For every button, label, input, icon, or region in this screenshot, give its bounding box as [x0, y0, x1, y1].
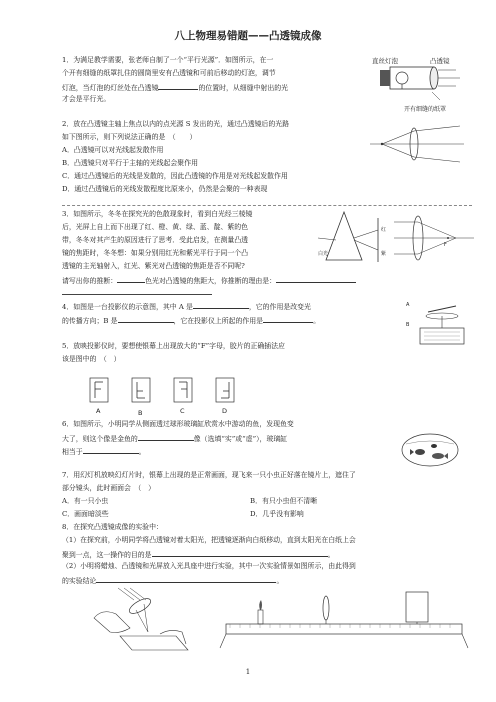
- q3-label-white: 白光: [318, 251, 329, 257]
- q7-option-d[interactable]: D．几乎没有影响: [250, 510, 304, 518]
- q2-option-d[interactable]: D．通过凸透镜后的光线发散程度比原来小，仍然是会聚的一种表现: [62, 185, 268, 193]
- q1-line-3: 灯泡，当灯泡的灯丝处在凸透镜 的位置时，从细缝中射出的光: [62, 80, 288, 94]
- q4-blank-role[interactable]: [263, 313, 313, 323]
- q6-blank-image[interactable]: [138, 431, 194, 441]
- q2-line-2: 如下图所示，则下列说法正确的是 （ ）: [62, 133, 197, 141]
- q7-option-c[interactable]: C．画面暗淡些: [62, 510, 109, 518]
- q2-line-1: 2．放在凸透镜主轴上焦点以内的点光源 S 发出的光，通过凸透镜后的光路: [62, 120, 290, 128]
- q5-film-a: [90, 378, 108, 402]
- q7-option-a[interactable]: A．有一只小虫: [62, 497, 109, 505]
- q4-label-a: A: [406, 302, 410, 308]
- q5-film-c: [174, 378, 192, 402]
- q7-option-b[interactable]: B．有只小虫但不清晰: [250, 497, 318, 505]
- q2-option-a[interactable]: A．凸透镜可以对光线起发散作用: [62, 146, 164, 154]
- q8-line-3: 聚到一点，这一操作的目的是 。: [62, 547, 334, 561]
- q5-option-a[interactable]: A: [96, 407, 101, 415]
- q5-film-d: [216, 378, 234, 402]
- q8-line-2: （1）在探究前，小明同学将凸透镜对着太阳光，把透镜逐渐向白纸移动，直到太阳光在白纸上会: [62, 536, 356, 544]
- q3-line-6: 请写出你的推断： 色光对凸透镜的焦距大，你推断的理由是：: [62, 273, 356, 287]
- section-divider: [62, 205, 472, 206]
- q4-projector-figure: [414, 298, 470, 348]
- q3-answer-line: [62, 294, 212, 295]
- q3-line-1: 3．如图所示，冬冬在探究光的色散现象时，看到白光经三棱镜: [62, 210, 253, 218]
- page-number: 1: [245, 668, 251, 676]
- q5-option-c[interactable]: C: [180, 407, 185, 415]
- q8-blank-purpose[interactable]: [152, 547, 328, 557]
- q8-line-5: 的实验结论 。: [62, 573, 283, 587]
- q8-line-4: （2）小明将蜡烛、凸透镜和光屏放入光具座中进行实验，其中一次实验情景如图所示，由此得到: [62, 562, 356, 570]
- q3-prism-figure: [318, 208, 476, 268]
- q1-line-1: 1．为满足教学需要，张老师自制了一个“平行光源”．如图所示，在一: [62, 56, 274, 64]
- q8-line-1: 8．在探究凸透镜成像的实验中：: [62, 523, 163, 531]
- q5-film-b: [132, 378, 150, 402]
- q5-option-b[interactable]: B: [138, 409, 143, 417]
- q1-label-lens: 凸透镜: [430, 57, 450, 65]
- q3-label-red: 红: [381, 227, 387, 233]
- q4-blank-b[interactable]: [118, 313, 174, 323]
- q3-line-3: 带，冬冬对其产生的原因进行了思考．受此启发，在测量凸透: [62, 236, 249, 244]
- q6-line-2: 大了，则这个像是金鱼的 像（选填“实”或“虚”），玻璃缸: [62, 431, 287, 445]
- q5-line-2: 该是图中的 （ ）: [62, 355, 121, 363]
- q6-blank-lens[interactable]: [83, 444, 139, 454]
- q8-blank-conclusion[interactable]: [96, 573, 276, 583]
- q1-line-2: 个开有细缝的纸罩扎住的圆筒里安有凸透镜和可前后移动的灯泡，调节: [62, 69, 276, 77]
- q2-option-c[interactable]: C．通过凸透镜后的光线是发散的，因此凸透镜的作用是对光线起发散作用: [62, 172, 288, 180]
- q8-sunlight-lens-drawing: [94, 588, 188, 650]
- q3-line-5: 透镜的主光轴射入，红光、紫光对凸透镜的焦距是否不同呢?: [62, 262, 245, 270]
- q3-label-purple: 紫: [381, 251, 387, 257]
- q5-line-1: 5．放映投影仪时，要想使银幕上出现放大的“F”字母，胶片的正确插法应: [62, 342, 285, 350]
- q2-lens-figure: [368, 126, 468, 162]
- q3-label-f: F: [444, 242, 447, 248]
- q1-label-lamp: 直丝灯泡: [372, 57, 398, 65]
- q1-label-paper: 开有细缝的纸罩: [404, 106, 447, 113]
- q8-experiment-figure: [90, 588, 470, 660]
- page-title: 八上物理易错题——凸透镜成像: [174, 30, 322, 42]
- q8-optical-bench-drawing: [220, 592, 468, 648]
- q2-option-b[interactable]: B．凸透镜只对平行于主轴的光线起会聚作用: [62, 159, 198, 167]
- q4-blank-a[interactable]: [193, 299, 249, 309]
- q4-label-b: B: [406, 322, 410, 328]
- q3-blank-color[interactable]: [117, 273, 145, 283]
- q1-line-4: 才会是平行光。: [62, 95, 111, 103]
- q5-option-d[interactable]: D: [222, 407, 228, 415]
- q7-line-2: 部分镜头，此时画面会 （ ）: [62, 484, 156, 492]
- q7-line-1: 7．用幻灯机放映幻灯片时，银幕上出现的是正常画面，现飞来一只小虫正好落在镜片上，遮住了: [62, 471, 356, 479]
- q6-fishbowl-figure: [398, 428, 462, 468]
- q3-line-4: 镜的焦距时，冬冬想：如果分别用红光和紫光平行于同一个凸: [62, 249, 249, 257]
- q3-line-2: 后，光屏上自上而下出现了红、橙、黄、绿、蓝、靛、紫的色: [62, 223, 249, 231]
- q4-line-1: 4．如图是一台投影仪的示意图，其中 A 是 ，它的作用是改变光: [62, 299, 311, 313]
- q1-blank[interactable]: [158, 80, 198, 90]
- q6-line-3: 相当于 。: [62, 444, 146, 458]
- q5-film-options-figure: [90, 378, 240, 410]
- q4-line-2: 的传播方向；B 是 ，它在投影仪上所起的作用是 。: [62, 313, 320, 327]
- q6-line-1: 6．如图所示，小明同学从侧面透过球形玻璃缸欣赏水中游动的鱼，发现鱼变: [62, 420, 294, 428]
- q3-blank-reason[interactable]: [276, 273, 356, 283]
